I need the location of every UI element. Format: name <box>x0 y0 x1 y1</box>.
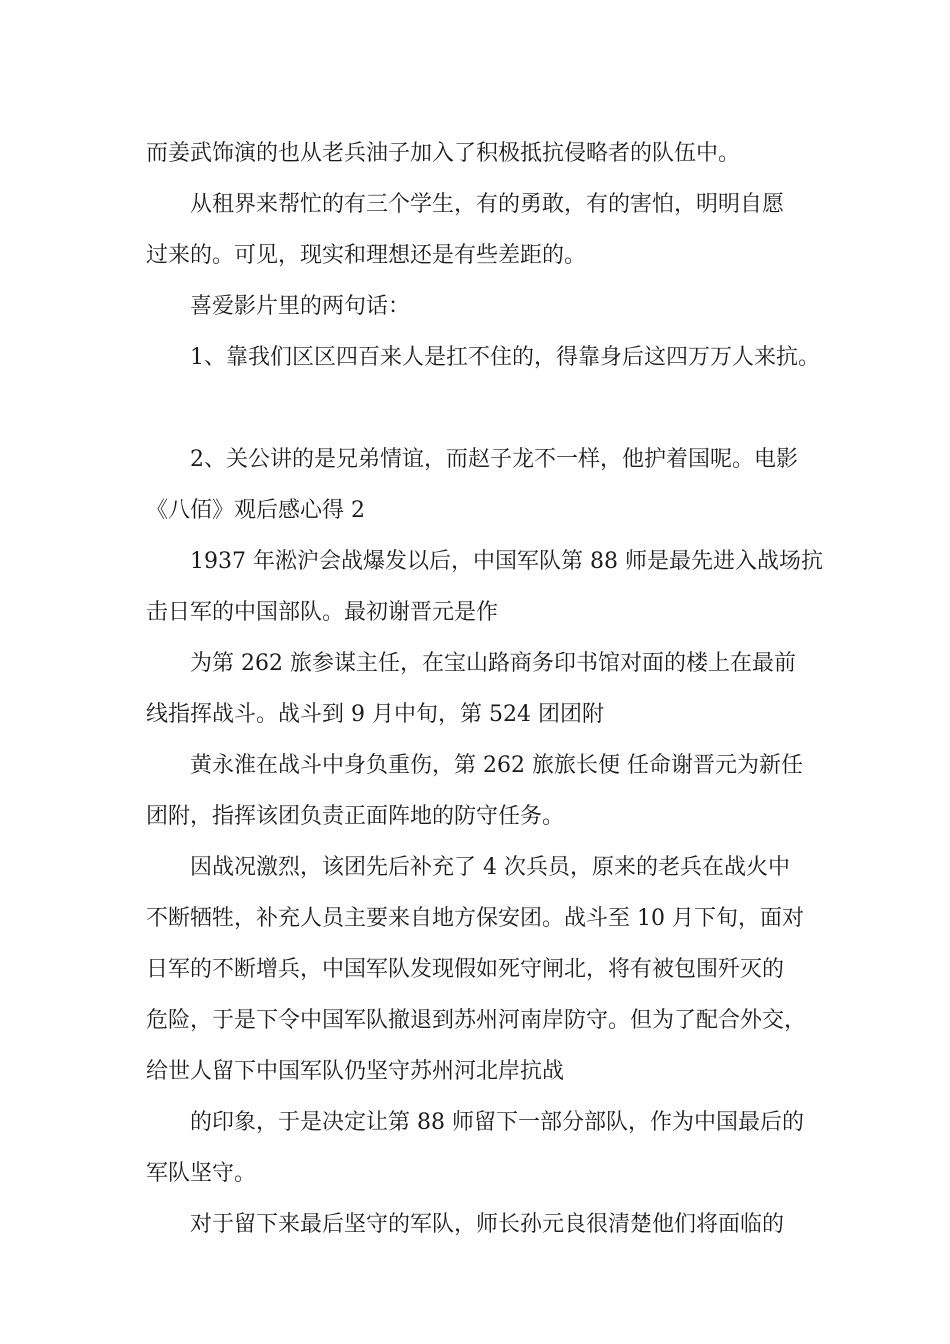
text-line: 不断牺牲，补充人员主要来自地方保安团。战斗至 10 月下旬，面对 <box>146 906 804 931</box>
text-line: 给世人留下中国军队仍坚守苏州河北岸抗战 <box>146 1059 565 1084</box>
text-line: 危险，于是下令中国军队撤退到苏州河南岸防守。但为了配合外交， <box>146 1008 807 1033</box>
text-line: 军队坚守。 <box>146 1161 257 1186</box>
blank-line <box>146 383 836 434</box>
text-line: 击日军的中国部队。最初谢晋元是作 <box>146 600 499 625</box>
text-line: 黄永淮在战斗中身负重伤，第 262 旅旅长便 任命谢晋元为新任 <box>190 753 803 778</box>
text-line: 1、靠我们区区四百来人是扛不住的，得靠身后这四万万人来抗。 <box>190 345 820 370</box>
text-line: 《八佰》观后感心得 2 <box>146 498 365 523</box>
text-line: 过来的。可见，现实和理想还是有些差距的。 <box>146 243 587 268</box>
text-line: 1937 年淞沪会战爆发以后，中国军队第 88 师是最先进入战场抗 <box>190 549 823 574</box>
text-line: 2、关公讲的是兄弟情谊，而赵子龙不一样，他护着国呢。电影 <box>190 447 798 472</box>
text-line: 因战况激烈，该团先后补充了 4 次兵员，原来的老兵在战火中 <box>190 855 790 880</box>
text-line: 团附，指挥该团负责正面阵地的防守任务。 <box>146 804 565 829</box>
text-line: 的印象，于是决定让第 88 师留下一部分部队，作为中国最后的 <box>190 1110 804 1135</box>
document-body <box>146 128 836 1250</box>
text-line: 从租界来帮忙的有三个学生，有的勇敢，有的害怕，明明自愿 <box>190 192 785 217</box>
text-line: 而姜武饰演的也从老兵油子加入了积极抵抗侵略者的队伍中。 <box>146 141 741 166</box>
text-line: 喜爱影片里的两句话： <box>190 294 411 319</box>
text-line: 对于留下来最后坚守的军队，师长孙元良很清楚他们将面临的 <box>190 1212 785 1237</box>
text-line: 为第 262 旅参谋主任，在宝山路商务印书馆对面的楼上在最前 <box>190 651 796 676</box>
text-line: 线指挥战斗。战斗到 9 月中旬，第 524 团团附 <box>146 702 604 727</box>
text-line: 日军的不断增兵，中国军队发现假如死守闸北，将有被包围歼灭的 <box>146 957 785 982</box>
